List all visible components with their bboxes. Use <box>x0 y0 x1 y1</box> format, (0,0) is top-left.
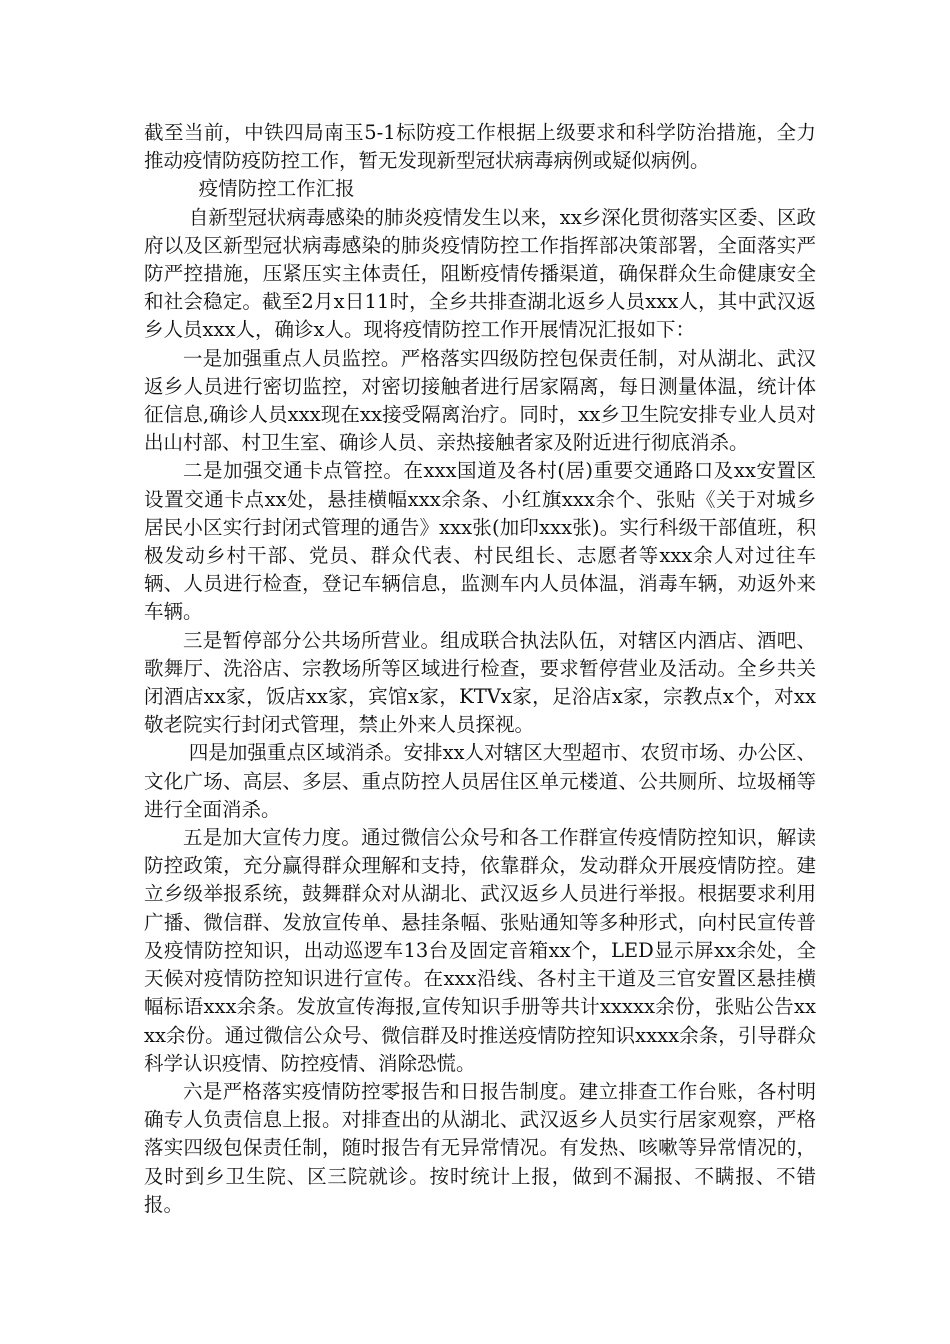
body-paragraph-overview: 自新型冠状病毒感染的肺炎疫情发生以来，xx乡深化贯彻落实区委、区政府以及区新型冠状病毒感染的肺炎疫情防控工作指挥部决策部署，全面落实严防严控措施，压紧压实主体责任，阻断疫情传播渠道，确保群众生命健康安全和社会稳定。截至2月x日11时，全乡共排查湖北返乡人员xxx人，其中武汉返乡人员xxx人，确诊x人。现将疫情防控工作开展情况汇报如下： <box>144 205 816 342</box>
intro-paragraph: 截至当前，中铁四局南玉5-1标防疫工作根据上级要求和科学防治措施，全力推动疫情防疫防控工作，暂无发现新型冠状病毒病例或疑似病例。 <box>144 121 816 173</box>
body-paragraph-reporting: 六是严格落实疫情防控零报告和日报告制度。建立排查工作台账，各村明确专人负责信息上报。对排查出的从湖北、武汉返乡人员实行居家观察，严格落实四级包保责任制，随时报告有无异常情况。有发热、咳嗽等异常情况的，及时到乡卫生院、区三院就诊。按时统计上报，做到不漏报、不瞒报、不错报。 <box>144 1079 816 1216</box>
document-page <box>144 119 816 1219</box>
section-title: 疫情防控工作汇报 <box>198 177 355 201</box>
body-paragraph-publicity: 五是加大宣传力度。通过微信公众号和各工作群宣传疫情防控知识，解读防控政策，充分赢得群众理解和支持，依靠群众，发动群众开展疫情防控。建立乡级举报系统，鼓舞群众对从湖北、武汉返乡人员进行举报。根据要求利用广播、微信群、发放宣传单、悬挂条幅、张贴通知等多种形式，向村民宣传普及疫情防控知识，出动巡逻车13台及固定音箱xx个，LED显示屏xx余处，全天候对疫情防控知识进行宣传。在xxx沿线、各村主干道及三官安置区悬挂横幅标语xxx余条。发放宣传海报,宣传知识手册等共计xxxxx余份，张贴公告xxxx余份。通过微信公众号、微信群及时推送疫情防控知识xxxx余条，引导群众科学认识疫情、防控疫情、消除恐慌。 <box>144 826 816 1075</box>
body-paragraph-traffic-checkpoints: 二是加强交通卡点管控。在xxx国道及各村(居)重要交通路口及xx安置区设置交通卡点xx处，悬挂横幅xxx余条、小红旗xxx余个、张贴《关于对城乡居民小区实行封闭式管理的通告》xxx张(加印xxx张)。实行科级干部值班，积极发动乡村干部、党员、群众代表、村民组长、志愿者等xxx余人对过往车辆、人员进行检查，登记车辆信息，监测车内人员体温，消毒车辆，劝返外来车辆。 <box>144 459 816 624</box>
body-paragraph-personnel-monitoring: 一是加强重点人员监控。严格落实四级防控包保责任制，对从湖北、武汉返乡人员进行密切监控，对密切接触者进行居家隔离，每日测量体温，统计体征信息,确诊人员xxx现在xx接受隔离治疗。同时，xx乡卫生院安排专业人员对出山村部、村卫生室、确诊人员、亲热接触者家及附近进行彻底消杀。 <box>144 346 816 455</box>
body-paragraph-disinfection: 四是加强重点区域消杀。安排xx人对辖区大型超市、农贸市场、办公区、文化广场、高层、多层、重点防控人员居住区单元楼道、公共厕所、垃圾桶等进行全面消杀。 <box>144 741 816 821</box>
body-paragraph-public-venues: 三是暂停部分公共场所营业。组成联合执法队伍，对辖区内酒店、酒吧、歌舞厅、洗浴店、宗教场所等区域进行检查，要求暂停营业及活动。全乡共关闭酒店xx家，饭店xx家，宾馆x家，KTVx家，足浴店x家，宗教点x个，对xx敬老院实行封闭式管理，禁止外来人员探视。 <box>144 628 816 737</box>
